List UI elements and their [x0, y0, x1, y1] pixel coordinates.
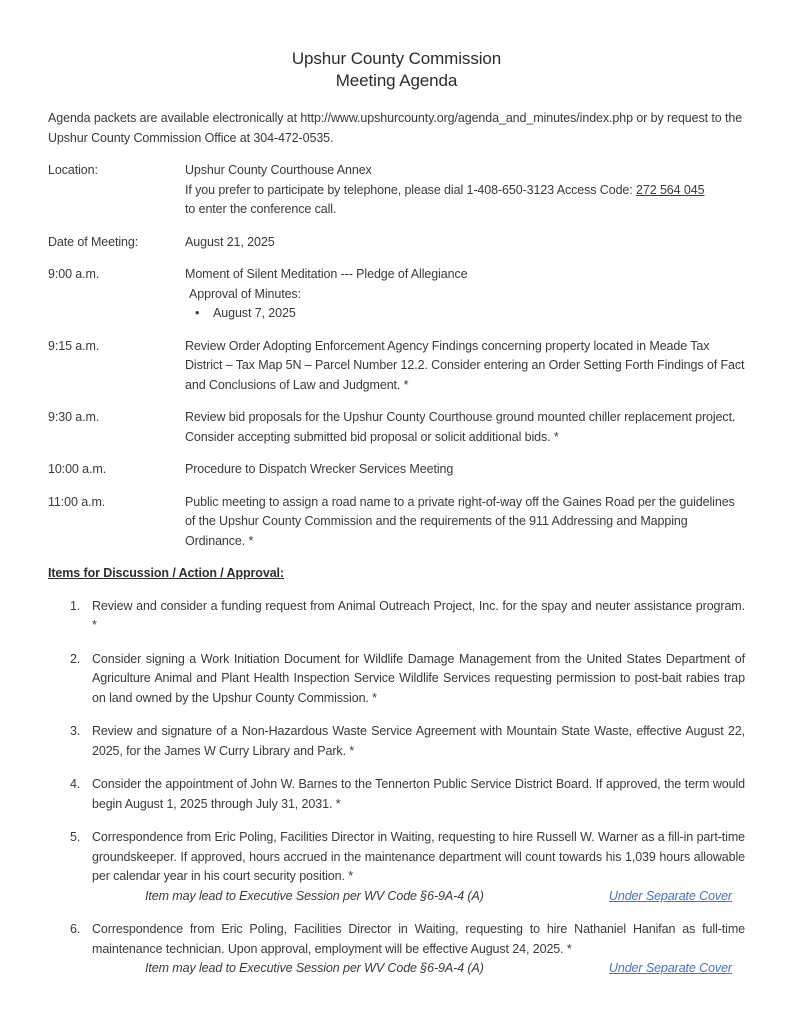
schedule-row: [48, 408, 745, 447]
schedule-entry-text: Review bid proposals for the Upshur County Courthouse ground mounted chiller replacement project. Consider accepting submitted bid proposal or solicit additional bids. *: [185, 410, 736, 444]
agenda-item: [70, 650, 745, 709]
schedule-entry-text: Review Order Adopting Enforcement Agency Findings concerning property located in Meade Tax District – Tax Map 5N – Parcel Number 12.2. Consider entering an Order Setting Forth Findings of Fact and Conclusions of Law and Judgment. *: [185, 338, 745, 392]
item-number: 1.: [70, 598, 81, 613]
items-heading: Items for Discussion / Action / Approval:: [48, 566, 284, 580]
location-row: [48, 161, 745, 220]
under-separate-cover-link[interactable]: Under Separate Cover: [608, 961, 732, 975]
time-label: 11:00 a.m.: [48, 494, 106, 509]
time-label: 9:00 a.m.: [48, 267, 100, 281]
agenda-item: [70, 920, 745, 979]
intro-paragraph: Agenda packets are available electronically at http://www.upshurcounty.org/agenda_and_minutes/index.php or by request to the Upshur County Commission Office at 304-472-0535.: [48, 111, 743, 145]
date-of-meeting-label: Date of Meeting:: [48, 234, 139, 249]
schedule-row: [48, 460, 745, 480]
time-label: 9:15 a.m.: [48, 338, 100, 353]
item-text: Consider the appointment of John W. Barnes to the Tennerton Public Service District Board. If approved, the term would begin August 1, 2025 through July 31, 2031. *: [92, 777, 745, 811]
location-line3: to enter the conference call.: [185, 202, 337, 216]
location-content: [185, 161, 745, 220]
agenda-item: [70, 597, 745, 636]
date-of-meeting-row: [48, 233, 745, 253]
location-label: Location:: [48, 163, 98, 177]
page-title: [48, 48, 745, 92]
location-line1: Upshur County Courthouse Annex: [185, 163, 372, 177]
item-text: Consider signing a Work Initiation Document for Wildlife Damage Management from the United States Department of Agriculture Animal and Plant Health Inspection Service Wildlife Services requesting permission to post-bait rabies trap on land owned by the Upshur County Commission. *: [92, 651, 745, 705]
page-title-line1: Upshur County Commission: [291, 49, 502, 68]
schedule-entry: [185, 265, 745, 324]
item-number: 5.: [70, 830, 81, 844]
location-phone-text: If you prefer to participate by telephone, please dial 1-408-650-3123 Access Code:: [185, 182, 637, 197]
item-text: Review and consider a funding request from Animal Outreach Project, Inc. for the spay and neuter assistance program. *: [92, 598, 745, 632]
under-separate-cover-link[interactable]: Under Separate Cover: [608, 888, 732, 903]
executive-session-note: Item may lead to Executive Session per WV Code §6-9A-4 (A): [145, 888, 484, 903]
schedule-row: [48, 493, 745, 552]
executive-session-note-row: [92, 959, 745, 979]
bullet-icon: [195, 304, 213, 324]
item-text: Correspondence from Eric Poling, Facilities Director in Waiting, requesting to hire Nathaniel Hanifan as full-time maintenance technician. Upon approval, employment will be effective August 24, 2025. *: [92, 922, 745, 956]
agenda-item: [70, 828, 745, 906]
executive-session-note-row: [92, 887, 745, 907]
schedule-entry-text: Procedure to Dispatch Wrecker Services Meeting: [185, 462, 454, 476]
agenda-item: [70, 722, 745, 761]
item-number: 4.: [70, 777, 81, 791]
item-text: Correspondence from Eric Poling, Facilities Director in Waiting, requesting to hire Russell W. Warner as a fill-in part-time groundskeeper. If approved, hours accrued in the maintenance department will count towards his 1,039 hours allowable per calendar year in his court security position. *: [92, 830, 745, 883]
minutes-bullet-row: [185, 304, 745, 324]
schedule-entry-text: Public meeting to assign a road name to a private right-of-way off the Gaines Road per the guidelines of the Upshur County Commission and the requirements of the 911 Addressing and Mapping Ordinance. *: [185, 494, 735, 548]
item-number: 2.: [70, 651, 81, 666]
executive-session-note: Item may lead to Executive Session per WV Code §6-9A-4 (A): [145, 961, 484, 975]
schedule-entry-line1: Moment of Silent Meditation --- Pledge of Allegiance: [185, 267, 468, 281]
schedule-entry-line2: Approval of Minutes:: [189, 286, 301, 301]
access-code: 272 564 045: [636, 182, 705, 197]
schedule-row: [48, 337, 745, 396]
schedule-row: [48, 265, 745, 324]
time-label: 10:00 a.m.: [48, 462, 107, 476]
time-label: 9:30 a.m.: [48, 410, 100, 424]
item-text: Review and signature of a Non-Hazardous Waste Service Agreement with Mountain State Waste, effective August 22, 2025, for the James W Curry Library and Park. *: [92, 724, 745, 758]
location-line2: [185, 181, 745, 201]
page-title-line2: Meeting Agenda: [335, 71, 458, 90]
date-of-meeting-value: August 21, 2025: [185, 234, 275, 249]
item-number: 3.: [70, 724, 81, 738]
item-number: 6.: [70, 922, 81, 936]
minutes-date: August 7, 2025: [213, 306, 296, 320]
agenda-item: [70, 775, 745, 814]
